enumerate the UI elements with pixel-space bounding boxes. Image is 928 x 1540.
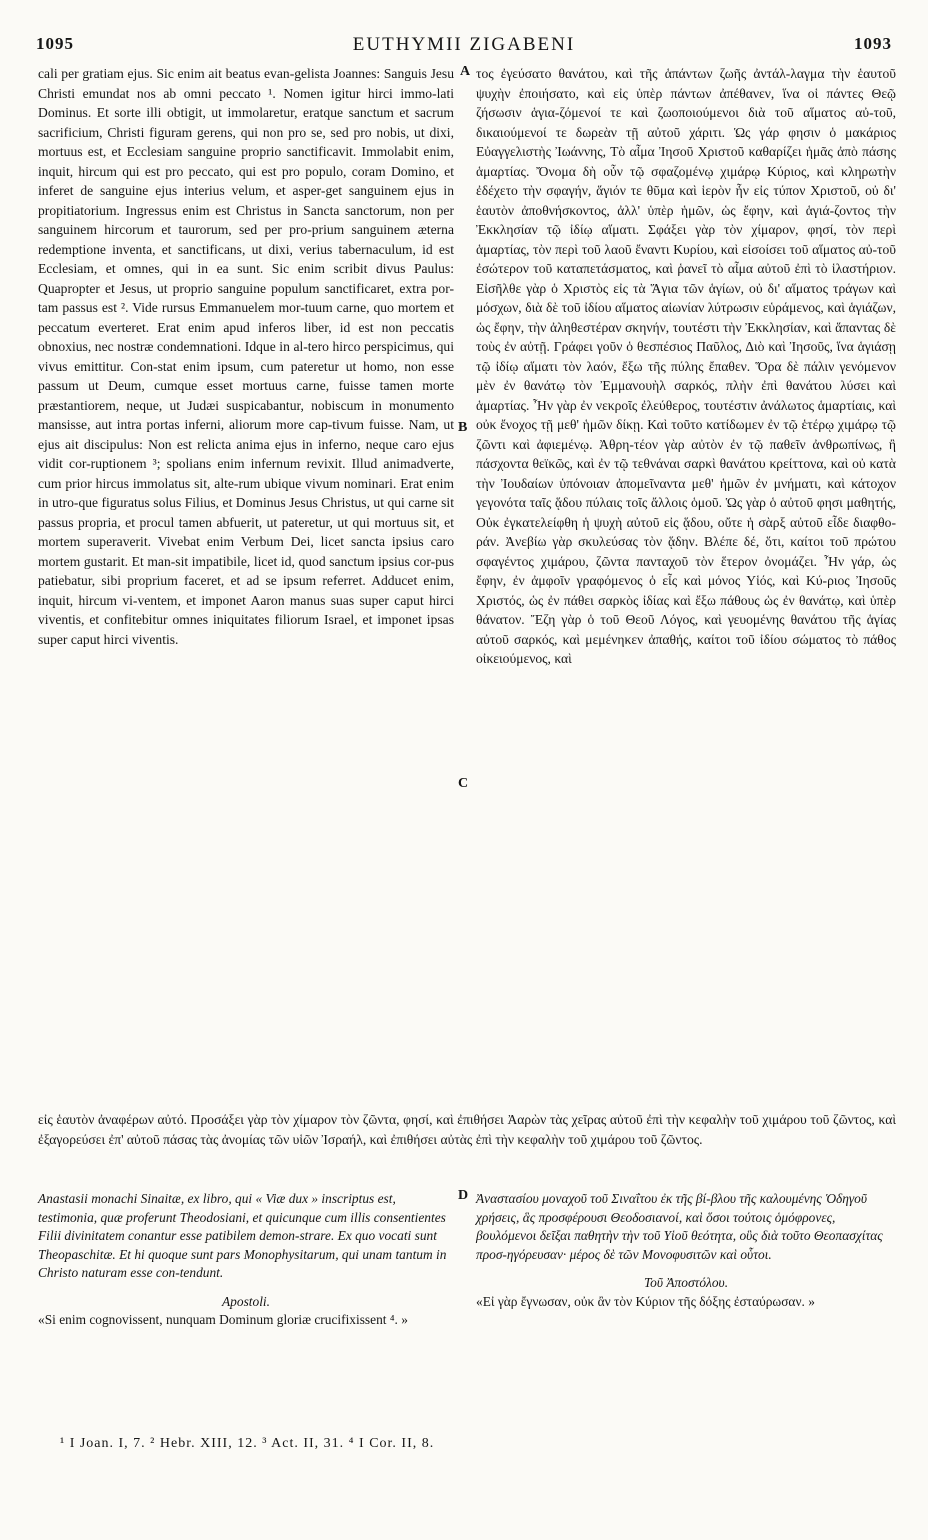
right-column-text: τος ἐγεύσατο θανάτου, καὶ τῆς ἁπάντων ζωῆς ἀντάλ-λαγμα τὴν ἑαυτοῦ ψυχὴν ἐποιήσατο, καὶ εἰς ὑπὲρ πάντων ἀπέθανεν, ἵνα οἱ πάντες Θεῷ ζήσωσιν ἁγια-ζόμενοί τε καὶ ζωοποιούμενοι διὰ τοῦ αἵματος αὐ-τοῦ, δικαιούμενοί τε δωρεὰν τῇ αὐτοῦ χάριτι. Ὡς γάρ φησιν ὁ μακάριος Εὐαγγελιστὴς Ἰωάννης, Τὸ αἷμα Ἰησοῦ Χριστοῦ καθαρίζει ἡμᾶς ἀπὸ πάσης ἁμαρτίας. Ὄνομα δὴ οὖν τῷ σφαζομένῳ χιμάρῳ Κύριος, καὶ κληρωτὴν ἐδέχετο τὴν σφαγήν, ἅγιόν τε θῦμα καὶ ἱερὸν ἦν εἰς τύπον Χριστοῦ, οὐ δι' ἑαυτὸν ἀποθνήσκοντος, ἀλλ' ὑπὲρ ἡμῶν, ὡς ἔφην, καὶ ἁγιά-ζοντος τὴν Ἐκκλησίαν τῷ ἰδίῳ αἵματι. Σφάξει γὰρ τὸν χίμαρον, φησί, τὸν περὶ ἁμαρτίας, τὸν περὶ τοῦ λαοῦ ἔναντι Κυρίου, καὶ εἰσοίσει τοῦ αἵματος αὐ-τοῦ ἐσώτερον τοῦ καταπετάσματος, καὶ ῥανεῖ τὸ αἷμα αὐτοῦ ἐπὶ τὸ ἱλαστήριον. Εἰσῆλθε γὰρ ὁ Χριστὸς εἰς τὰ Ἅγια τῶν ἁγίων, οὐ δι' αἵματος τράγων καὶ μόσχων, διὰ δὲ τοῦ ἰδίου αἵματος αἰωνίαν λύτρωσιν εὑράμενος, καὶ ἁγιάζων, ὡς ἔφην, τὴν ἀληθεστέραν σκηνήν, τουτέστι τὴν Ἐκκλησίαν, καὶ ἅπαντας δὲ τοὺς ἐν αὐτῇ. Γράφει γοῦν ὁ θεσπέσιος Παῦλος, Διὸ καὶ Ἰησοῦς, ἵνα ἁγιάσῃ τῷ ἰδίῳ αἵματι τὸν λαόν, ἔξω τῆς πύλης ἔπαθεν. Ὅρα δὲ πάλιν γενόμενον μὲν ἐν θανάτῳ τὸν Ἐμμανουὴλ σαρκός, πλὴν ἐπὶ θανάτου λύσει καὶ ἁμαρτίας. Ἦν γὰρ ἐν νεκροῖς ἐλεύθερος, τουτέστιν ἀνάλωτος ἁμαρτίαις, καὶ οὐκ ἔνοχος τῇ μεθ' ἡμῶν δίκῃ. Καὶ τοῦτο κατίδωμεν ἐν τῷ ἑτέρῳ χιμάρῳ τῷ ζῶντι καὶ ἀφιεμένῳ. Ἀθρη-τέον γὰρ αὐτὸν ἐν τῷ παθεῖν ἀνθρωπίνως, ἢ πάσχοντα θεϊκῶς, καὶ ἐν τῷ τεθνάναι σαρκὶ θανάτου κρείττονα, καὶ οὐ κατὰ τὴν Ἰουδαίων ὑπόνοιαν ἀπομεῖναντα μεθ' ἡμῶν ἐν μνήματι, καὶ κάτοχον γεγονότα ταῖς ᾅδου πύλαις τοῖς ἄλλοις ὁμοῦ. Ὡς γὰρ ὁ αὐτοῦ φησι μαθητής, Οὐκ ἐγκατελείφθη ἡ ψυχὴ αὐτοῦ εἰς ᾅδου, οὔτε ἡ σὰρξ αὐτοῦ εἶδε διαφθο-ράν. Ἀνεβίω γὰρ σκυλεύσας τὸν ᾅδην. Βλέπε δέ, ὅτι, καίτοι τοῦ πρώτου σφαγέντος χιμάρου, ζῶντα πανταχοῦ τὸν ἕτερον ὀνομάζει. Ἦν γάρ, ὡς ἔφην, ἐν ἀμφοῖν γραφόμενος ὁ εἷς καὶ μόνος Υἱός, καὶ Κύ-ριος Ἰησοῦς Χριστός, ὡς ἐν πάθει σαρκὸς ἰδίας καὶ ἔξω πάθους ὡς ἐν θανάτῳ, καὶ ὑπὲρ θάνατον. Ἔζη γὰρ ὁ τοῦ Θεοῦ Λόγος, καὶ γευομένης θανάτου τῆς ἁγίας αὐτοῦ σαρκός, καὶ μεμένηκεν ἀπαθής, καίτοι τοῦ ἰδίου σώματος τὸ πάθος οἰκειούμενος, καὶ [476, 66, 896, 666]
lower-left-intro: Anastasii monachi Sinaitæ, ex libro, qui « Viæ dux » inscriptus est, testimonia, quæ proferunt Theodosiani, et quicunque cum illis consentientes Filii divinitatem conantur esse patibilem demon-strare. Ex quo vocati sunt Theopaschitæ. Et hi quoque sunt pars Monophysitarum, qui unam tantum in Christo naturam esse con-tendunt. [38, 1191, 447, 1280]
marker-b: B [458, 420, 468, 435]
footnotes: ¹ I Joan. I, 7. ² Hebr. XIII, 12. ³ Act. II, 31. ⁴ I Cor. II, 8. [60, 1436, 435, 1451]
running-title: EUTHYMII ZIGABENI [352, 34, 576, 55]
full-width-text: εἰς ἑαυτὸν ἀναφέρων αὐτό. Προσάξει γὰρ τὸν χίμαρον τὸν ζῶντα, φησί, καὶ ἐπιθήσει Ἀαρὼν τὰς χεῖρας αὐτοῦ ἐπὶ τὴν κεφαλὴν τοῦ χιμάρου τοῦ ζῶντος, καὶ ἐξαγορεύσει ἐπ' αὐτοῦ πάσας τὰς ἀνομίας τῶν υἱῶν Ἰσραήλ, καὶ ἐπιθήσει αὐτὰς ἐπὶ τὴν κεφαλὴν τοῦ χιμάρου τοῦ ζῶντος. [38, 1112, 896, 1147]
right-page-number: 1093 [854, 34, 892, 53]
page-header [36, 34, 892, 58]
lower-left-heading: Apostoli. [222, 1293, 270, 1309]
lower-left-section [38, 1190, 454, 1330]
lower-right-quote: «Εἰ γὰρ ἔγνωσαν, οὐκ ἂν τὸν Κύριον τῆς δόξης ἐσταύρωσαν. » [476, 1293, 815, 1309]
left-column-text: cali per gratiam ejus. Sic enim ait beatus evan-gelista Joannes: Sanguis Jesu Christi emundat nos ab omni peccato ¹. Nomen igitur hirci immo-lati Dominus. Et sorte illi obtigit, ut immolaretur, eratque sanctum et sacrum sacrificium, Christi figuram gerens, qui non pro se, sed pro nobis, ut dixi, mortuus est, et Ecclesiam sanguine proprio sanctificavit. Immolabit enim, inquit, hircum qui est pro peccato, qui est pro populo, coram Domino, et inferet de sanguine ejus interius velum, et asper-get sanguinem ejus in propitiatorium. Ingressus enim est Christus in Sancta sanctorum, non per sanguinem hircorum et taurorum, sed per pro-prium sanguinem æterna redemptione inventa, et sanctificans, ut dixi, verius tabernaculum, id est Ecclesiam, et omnes, qui in ea sunt. Sic enim scribit divus Paulus: Quapropter et Jesus, ut proprio sanguine populum sanctificaret, extra por-tam passus est ². Vide rursus Emmanuelem mor-tuum carne, quo mortem et peccatum everteret. Erat enim apud inferos liber, id est non peccatis obnoxius, nec nostræ condemnationi. Idque in al-tero hirco perspicimus, qui vivus emittitur. Con-stat enim ipsum, cum pateretur ut homo, non esse passum ut Deum, cumque esset mortuus carne, fuisse tamen morte præstantiorem, neque, ut Judæi suspicabantur, nobiscum in monumento mansisse, aut intra portas inferni, aliorum more cap-tivum fuisse. Nam, ut ejus ait discipulus: Non est relicta anima ejus in inferno, neque caro ejus vidit cor-ruptionem ³; spolians enim infernum revixit. Illud animadverte, cum prior hircus immolatus sit, alte-rum ubique vivum nominari. Erat enim in utro-que figuratus solus Filius, et Dominus Jesus Christus, ut qui carne sit passus propria, et procul tamen abfuerit, ut pateretur, ut qui mortuus sit, et mortem superaverit. Vivebat enim Verbum Dei, licet sancta ipsius caro mortem gustarit. Et man-sit impatibile, licet id, quod sanctum ipsius cor-pus patiebatur, sibi proprium faceret, et ad se ipsum referret. Adducet enim, inquit, hircum vi-ventem, et imponet Aaron manus suas super caput hirci viventis, et confitebitur omnes iniquitates filiorum Israel, et imponet ipsas super caput hirci viventis. [38, 66, 454, 647]
lower-right-intro: Ἀναστασίου μοναχοῦ τοῦ Σιναΐτου ἐκ τῆς βί-βλου τῆς καλουμένης Ὁδηγοῦ χρήσεις, ἃς προσφέρουσι Θεοδοσιανοί, καὶ ὅσοι τούτοις ὁμόφρονες, βουλόμενοι δεῖξαι παθητὴν τὴν τοῦ Υἱοῦ θεότητα, οὓς διὰ τοῦτο Θεοπασχίτας προσ-ηγόρευσαν· μέρος δὲ τῶν Μονοφυσιτῶν καὶ οὗτοι. [476, 1191, 883, 1262]
lower-left-quote: «Si enim cognovissent, nunquam Dominum gloriæ crucifixissent ⁴. » [38, 1312, 408, 1327]
lower-right-heading: Τοῦ Ἀποστόλου. [643, 1275, 729, 1290]
marker-a: A [460, 64, 471, 79]
lower-right-section [476, 1190, 896, 1311]
marker-d: D [458, 1188, 469, 1203]
left-column [38, 64, 454, 649]
left-page-number: 1095 [36, 34, 74, 53]
right-column [476, 64, 896, 669]
marker-c: C [458, 776, 469, 791]
